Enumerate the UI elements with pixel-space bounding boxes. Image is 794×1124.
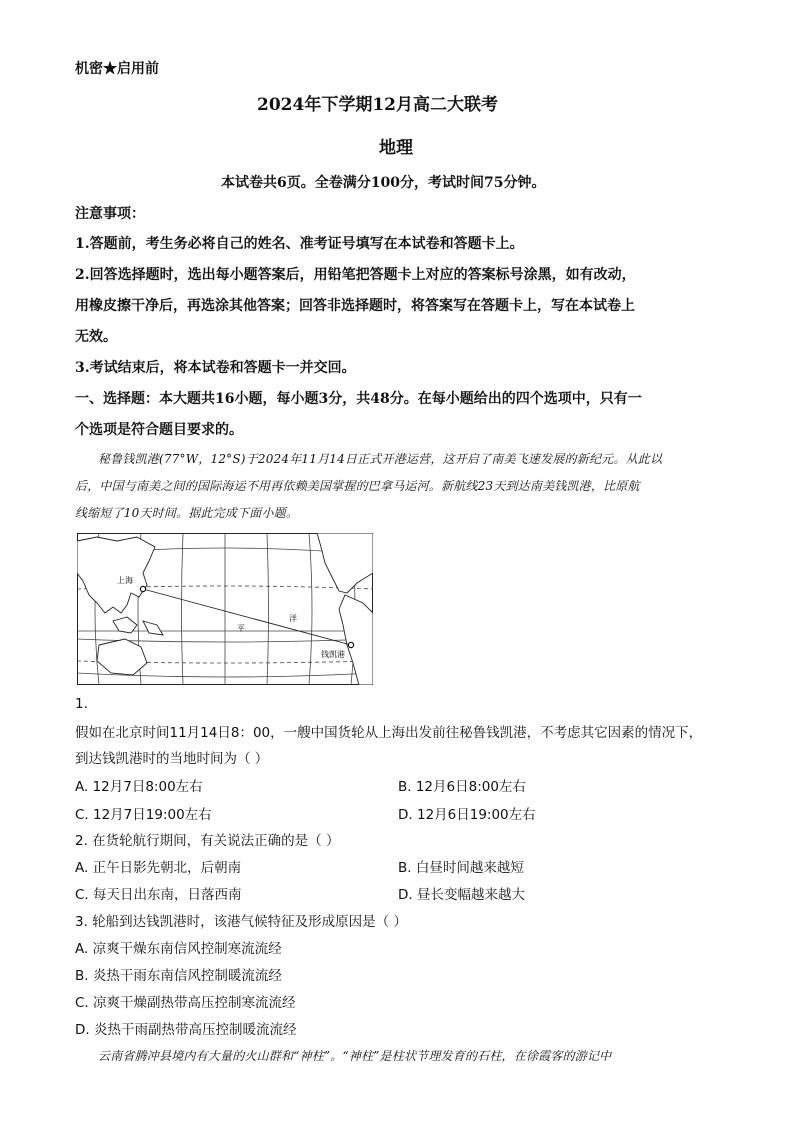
chancay-marker (348, 642, 353, 647)
question-3-option-a[interactable]: A. 凉爽干燥东南信风控制寒流流经 (75, 941, 282, 957)
passage-1-line-1: 秘鲁钱凯港(77°W，12°S)于2024年11月14日正式开港运营，这开启了南美飞速发展的新纪元。从此以 (98, 452, 663, 466)
shipping-route-map (77, 533, 373, 685)
question-1-stem-line-2: 到达钱凯港时的当地时间为（ ） (75, 751, 269, 767)
question-2-stem: 2. 在货轮航行期间，有关说法正确的是（ ） (75, 833, 340, 849)
section-1-instructions-line-2: 个选项是符合题目要求的。 (75, 422, 243, 438)
question-2-option-a[interactable]: A. 正午日影先朝北，后朝南 (75, 860, 242, 876)
notes-item-2-line-3: 无效。 (75, 329, 117, 345)
notes-item-2-line-2: 用橡皮擦干净后，再选涂其他答案；回答非选择题时，将答案写在答题卡上，写在本试卷上 (75, 298, 635, 314)
question-3-stem: 3. 轮船到达钱凯港时，该港气候特征及形成原因是（ ） (75, 914, 407, 930)
passage-1-line-3: 线缩短了10天时间。据此完成下面小题。 (75, 506, 299, 520)
map-label-yang: 洋 (289, 614, 297, 623)
question-1-stem-line-1: 假如在北京时间11月14日8：00，一艘中国货轮从上海出发前往秘鲁钱凯港，不考虑其它因素的情况下， (75, 725, 703, 741)
question-3-option-d[interactable]: D. 炎热干雨副热带高压控制暖流流经 (75, 1022, 297, 1038)
exam-title: 2024年下学期12月高二大联考 (257, 95, 498, 115)
question-2-option-d[interactable]: D. 昼长变幅越来越大 (398, 887, 525, 903)
confidential-label: 机密★启用前 (75, 61, 159, 77)
passage-2-line-1: 云南省腾冲县境内有大量的火山群和“神柱”。“神柱”是柱状节理发育的石柱，在徐霞客的游记中 (98, 1049, 612, 1063)
subject-title: 地理 (379, 138, 413, 158)
notes-item-3: 3.考试结束后，将本试卷和答题卡一并交回。 (75, 360, 356, 376)
question-1-number: 1. (75, 696, 88, 712)
question-2-option-b[interactable]: B. 白昼时间越来越短 (398, 860, 524, 876)
map-label-ping: 平 (237, 624, 245, 633)
notes-heading: 注意事项： (75, 206, 145, 222)
question-2-option-c[interactable]: C. 每天日出东南，日落西南 (75, 887, 242, 903)
question-3-option-b[interactable]: B. 炎热干雨东南信风控制暖流流经 (75, 968, 282, 984)
map-label-shanghai: 上海 (117, 576, 133, 585)
question-1-option-d[interactable]: D. 12月6日19:00左右 (398, 807, 536, 823)
question-1-option-b[interactable]: B. 12月6日8:00左右 (398, 779, 526, 795)
notes-item-1: 1.答题前，考生务必将自己的姓名、准考证号填写在本试卷和答题卡上。 (75, 236, 524, 252)
question-3-option-c[interactable]: C. 凉爽干燥副热带高压控制寒流流经 (75, 995, 296, 1011)
question-1-option-a[interactable]: A. 12月7日8:00左右 (75, 779, 203, 795)
question-1-option-c[interactable]: C. 12月7日19:00左右 (75, 807, 212, 823)
shanghai-marker (140, 586, 145, 591)
passage-1-line-2: 后，中国与南美之间的国际海运不用再依赖美国掌握的巴拿马运河。新航线23天到达南美钱凯港，比原航 (75, 479, 640, 493)
map-label-chancay: 钱凯港 (321, 650, 345, 659)
exam-info: 本试卷共6页。全卷满分100分，考试时间75分钟。 (221, 175, 546, 191)
section-1-instructions-line-1: 一、选择题：本大题共16小题，每小题3分，共48分。在每小题给出的四个选项中，只有一 (75, 391, 642, 407)
notes-item-2-line-1: 2.回答选择题时，选出每小题答案后，用铅笔把答题卡上对应的答案标号涂黑，如有改动， (75, 267, 636, 283)
